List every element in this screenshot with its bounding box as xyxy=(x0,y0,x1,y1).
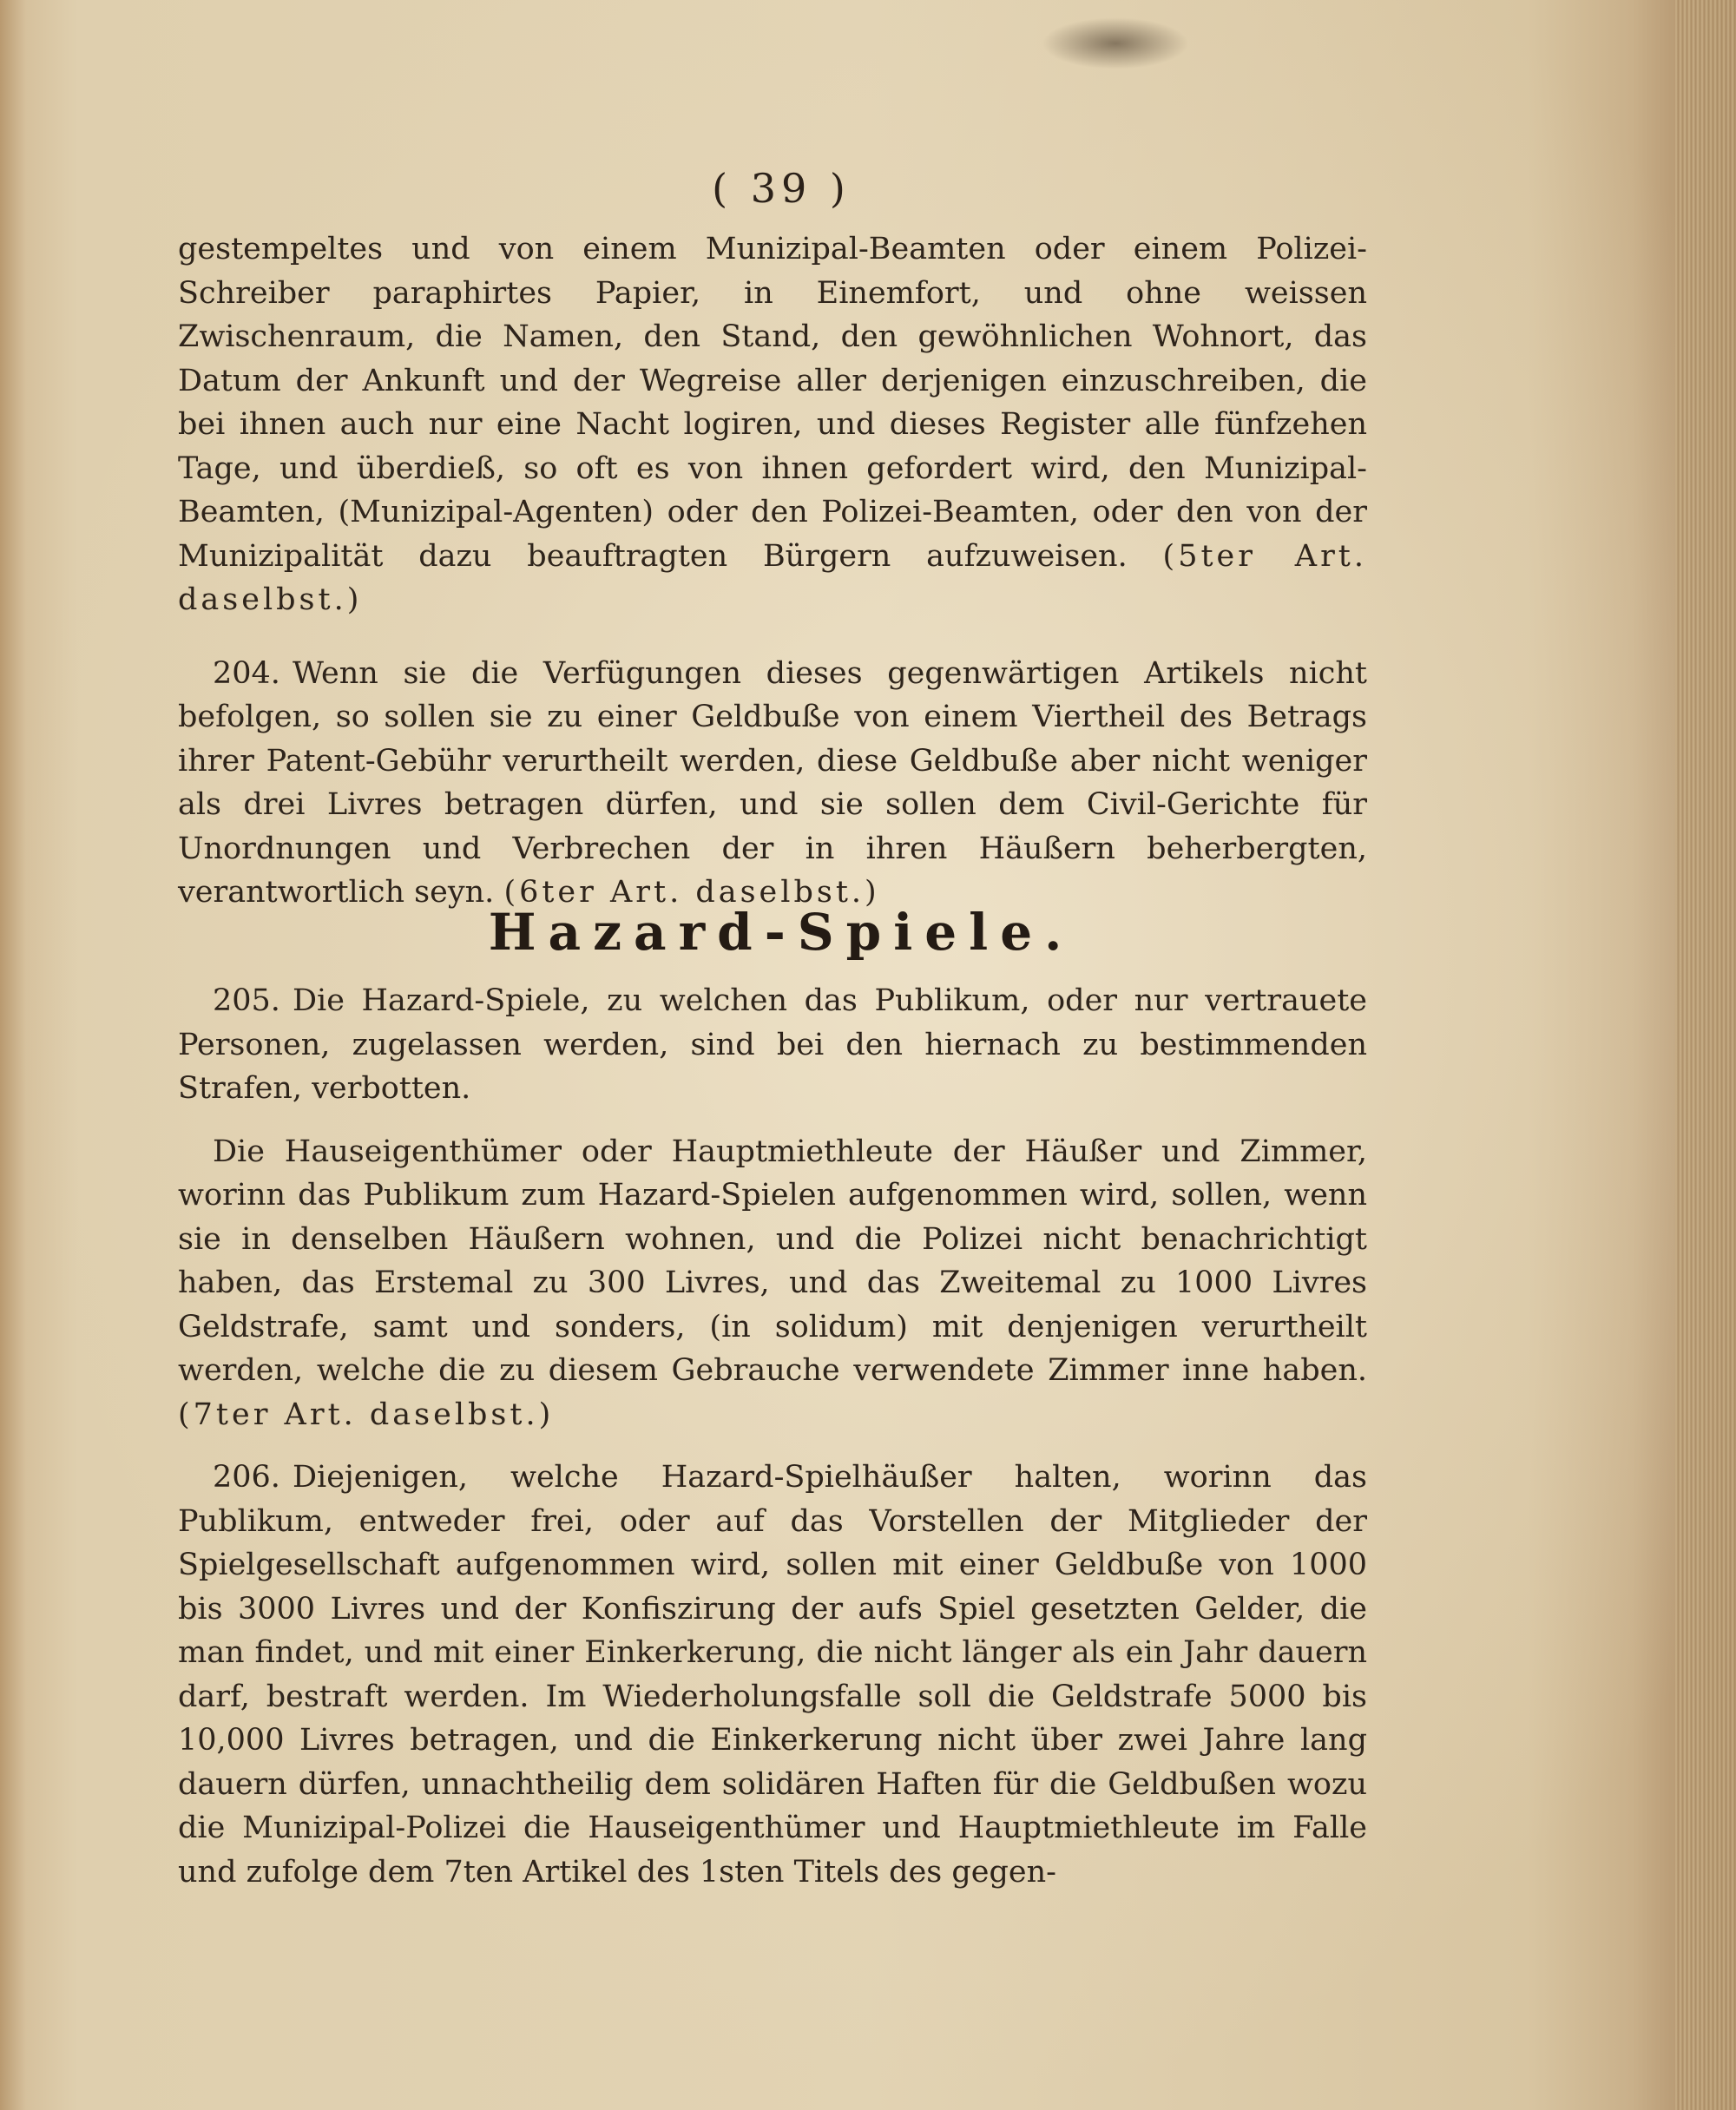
paragraph-204-ref: (6ter Art. daselbst.) xyxy=(503,875,880,910)
paragraph-206-text: Diejenigen, welche Hazard-Spielhäußer halten, worinn das Publikum, entweder frei, oder auf das Vorstellen der Mitglieder der Spielgesellschaft aufgenommen wird, sollen mit einer Geldbuße von 1000 bis 3000 Livres und der Konfiszirung der aufs Spiel gesetzten Gelder, die man findet, und mit einer Einkerkerung, die nicht länger als ein Jahr dauern darf, bestraft werden. Im Wiederholungsfalle soll die Geldstrafe 5000 bis 10,000 Livres betragen, und die Einkerkerung nicht über zwei Jahre lang dauern dürfen, unnachtheilig dem solidären Haften für die Geldbußen wozu die Munizipal-Polizei die Hauseigenthümer und Hauptmiethleute im Falle und zufolge dem 7ten Artikel des 1sten Titels des gegen- xyxy=(178,1460,1367,1890)
paragraph-204-number: 204. xyxy=(213,655,280,691)
paragraph-205b xyxy=(178,1130,1367,1437)
section-title-hazard: Hazard-Spiele. xyxy=(488,903,1075,962)
paragraph-204-text: Wenn sie die Verfügungen dieses gegenwärtigen Artikels nicht befolgen, so sollen sie zu einer Geldbuße von einem Viertheil des Betrags ihrer Patent-Gebühr verurtheilt werden, diese Geldbuße aber nicht weniger als drei Livres betragen dürfen, und sie sollen dem Civil-Gerichte für Unordnungen und Verbrechen der in ihren Häußern beherbergten, verantwortlich seyn. xyxy=(178,655,1367,910)
hazard-text-block xyxy=(178,979,1367,1894)
ink-stain xyxy=(1042,17,1189,69)
paragraph-205b-text: Die Hauseigenthümer oder Hauptmiethleute der Häußer und Zimmer, worinn das Publikum zum Hazard-Spielen aufgenommen wird, sollen, wenn sie in denselben Häußern wohnen, und die Polizei nicht benachrichtigt haben, das Erstemal zu 300 Livres, und das Zweitemal zu 1000 Livres Geldstrafe, samt und sonders, (in solidum) mit denjenigen verurtheilt werden, welche die zu diesem Gebrauche verwendete Zimmer inne haben. xyxy=(178,1134,1367,1388)
paragraph-204 xyxy=(178,652,1367,915)
top-text-block xyxy=(178,227,1367,915)
paragraph-205-number: 205. xyxy=(213,983,280,1018)
paragraph-205-text: Die Hazard-Spiele, zu welchen das Publikum, oder nur vertrauete Personen, zugelassen werden, sind bei den hiernach zu bestimmenden Strafen, verbotten. xyxy=(178,983,1367,1106)
paragraph-continuation-text: gestempeltes und von einem Munizipal-Beamten oder einem Polizei-Schreiber paraphirtes Papier, in Einemfort, und ohne weissen Zwischenraum, die Namen, den Stand, den gewöhnlichen Wohnort, das Datum der Ankunft und der Wegreise aller derjenigen einzuschreiben, die bei ihnen auch nur eine Nacht logiren, und dieses Register alle fünfzehen Tage, und überdieß, so oft es von ihnen gefordert wird, den Munizipal-Beamten, (Munizipal-Agenten) oder den Polizei-Beamten, oder den von der Munizipalität dazu beauftragten Bürgern aufzuweisen. xyxy=(178,232,1367,574)
paragraph-206 xyxy=(178,1456,1367,1894)
paragraph-continuation-ref: (5ter Art. daselbst.) xyxy=(178,538,1367,617)
paragraph-205b-ref: (7ter Art. daselbst.) xyxy=(178,1397,555,1432)
page-number: ( 39 ) xyxy=(712,165,851,212)
paragraph-205 xyxy=(178,979,1367,1111)
page-edges xyxy=(1675,0,1736,2110)
paragraph-continuation xyxy=(178,227,1367,622)
paragraph-206-number: 206. xyxy=(213,1460,280,1495)
